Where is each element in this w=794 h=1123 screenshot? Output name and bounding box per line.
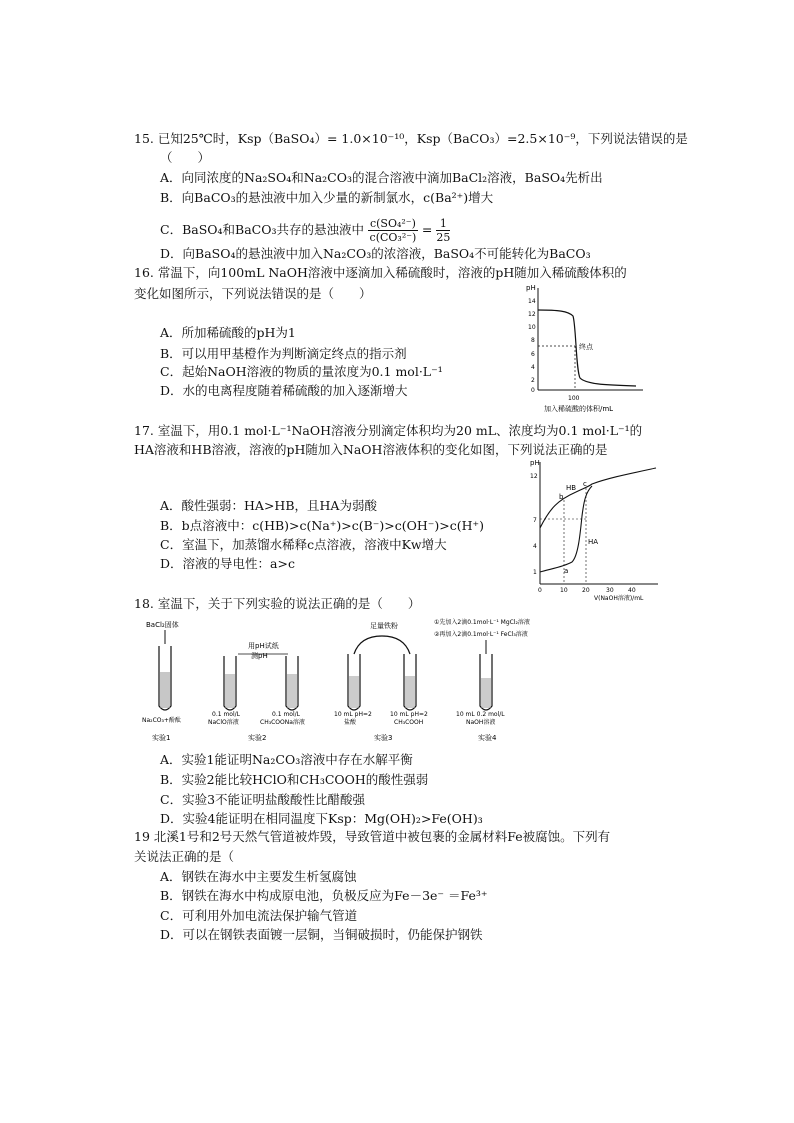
q17-titration-chart xyxy=(528,456,664,602)
q16-stem-line2: 变化如图所示，下列说法错误的是（ ） xyxy=(134,286,372,301)
q17-xlabel: V(NaOH溶液)/mL xyxy=(594,595,644,602)
exp2-left-solution xyxy=(225,674,235,708)
exp3-top-label: 足量铁粉 xyxy=(370,622,398,630)
q15-option-d: D．向BaSO₄的悬浊液中加入Na₂CO₃的浓溶液，BaSO₄不可能转化为BaCO₃ xyxy=(160,246,591,261)
q16-endpoint-label: 终点 xyxy=(579,343,593,351)
q16-ytick-14: 14 xyxy=(528,298,536,305)
q16-ytick-0: 0 xyxy=(531,387,535,394)
q16-ytick-4: 4 xyxy=(531,364,535,371)
q16-option-a: A．所加稀硫酸的pH为1 xyxy=(160,325,296,340)
exp2-left-label1: 0.1 mol/L xyxy=(212,711,240,718)
exp1-bottom-label: Na₂CO₃+酚酞 xyxy=(142,717,181,724)
q19-stem-line1: 19 北溪1号和2号天然气管道被炸毁，导致管道中被包裹的金属材料Fe被腐蚀。下列有 xyxy=(134,829,611,844)
q18-option-c: C．实验3不能证明盐酸酸性比醋酸强 xyxy=(160,792,366,807)
q15-frac-numerator: c(SO₄²⁻) xyxy=(369,217,416,230)
q15-option-c xyxy=(160,216,450,244)
q19-option-c: C．可利用外加电流法保护输气管道 xyxy=(160,908,358,923)
q16-titration-chart xyxy=(518,280,648,415)
q15-answer-paren: （ ） xyxy=(160,150,211,165)
q17-ylabel: pH xyxy=(530,459,540,467)
q17-xtick-10: 10 xyxy=(560,587,568,594)
q16-ylabel: pH xyxy=(526,284,536,292)
q16-option-c: C．起始NaOH溶液的物质的量浓度为0.1 mol·L⁻¹ xyxy=(160,364,443,379)
q17-label-ha: HA xyxy=(588,538,599,546)
q17-ytick-4: 4 xyxy=(533,543,537,550)
q17-ytick-1: 1 xyxy=(533,569,537,576)
q15-value-denominator: 25 xyxy=(436,231,451,244)
q16-ytick-2: 2 xyxy=(531,377,535,384)
q15-frac-denominator: c(CO₃²⁻) xyxy=(369,231,417,244)
q17-option-b: B．b点溶液中：c(HB)>c(Na⁺)>c(B⁻)>c(OH⁻)>c(H⁺) xyxy=(160,518,484,533)
q17-xtick-40: 40 xyxy=(628,587,636,594)
q17-label-a: a xyxy=(564,567,569,575)
exp3-right-label1: 10 mL pH=2 xyxy=(390,711,428,718)
q16-xlabel: 加入稀硫酸的体积/mL xyxy=(544,405,614,413)
q15-value-fraction xyxy=(436,217,450,244)
q16-ytick-10: 10 xyxy=(528,324,536,331)
q17-xtick-20: 20 xyxy=(582,587,590,594)
exp3-right-label2: CH₃COOH xyxy=(394,719,424,726)
exp1-name: 实验1 xyxy=(152,734,171,742)
exp4-step1: ①先加入2滴0.1mol·L⁻¹ MgCl₂溶液 xyxy=(434,619,530,626)
exp3-name: 实验3 xyxy=(374,734,393,742)
q16-ytick-12: 12 xyxy=(528,311,536,318)
q17-option-c: C．室温下，加蒸馏水稀释c点溶液，溶液中Kw增大 xyxy=(160,537,447,552)
exp2-right-label1: 0.1 mol/L xyxy=(272,711,300,718)
q15-option-c-text: C．BaSO₄和BaCO₃共存的悬浊液中 xyxy=(160,222,364,237)
exp2-top-label1: 用pH试纸 xyxy=(248,642,279,650)
q17-option-a: A．酸性强弱：HA>HB，且HA为弱酸 xyxy=(160,498,377,513)
q19-option-a: A．钢铁在海水中主要发生析氢腐蚀 xyxy=(160,869,357,884)
q17-xtick-30: 30 xyxy=(606,587,614,594)
q17-ytick-7: 7 xyxy=(533,517,537,524)
q15-option-b: B．向BaCO₃的悬浊液中加入少量的新制氯水，c(Ba²⁺)增大 xyxy=(160,190,494,205)
q19-stem-line2: 关说法正确的是（ xyxy=(134,849,235,864)
q17-ytick-12: 12 xyxy=(530,473,538,480)
exp2-name: 实验2 xyxy=(248,734,267,742)
exp3-left-label2: 盐酸 xyxy=(344,719,357,726)
q18-option-b: B．实验2能比较HClO和CH₃COOH的酸性强弱 xyxy=(160,772,429,787)
q18-option-a: A．实验1能证明Na₂CO₃溶液中存在水解平衡 xyxy=(160,752,413,767)
q19-option-d: D．可以在钢铁表面镀一层铜，当铜破损时，仍能保护钢铁 xyxy=(160,927,483,942)
q16-xtick-100: 100 xyxy=(568,395,580,402)
q17-ha-curve xyxy=(540,486,592,572)
q16-option-b: B．可以用甲基橙作为判断滴定终点的指示剂 xyxy=(160,346,407,361)
exp2-left-label2: NaClO溶液 xyxy=(208,719,239,726)
q17-stem-line2: HA溶液和HB溶液，溶液的pH随加入NaOH溶液体积的变化如图，下列说法正确的是 xyxy=(134,442,608,457)
exp3-right-solution xyxy=(405,676,415,708)
exp3-y-tube-arch xyxy=(354,636,410,654)
exp4-name: 实验4 xyxy=(478,734,497,742)
q18-experiment-figure xyxy=(138,614,658,746)
q16-option-d: D．水的电离程度随着稀硫酸的加入逐渐增大 xyxy=(160,383,408,398)
exp4-bottom-label1: 10 mL 0.2 mol/L xyxy=(456,711,505,718)
q17-stem-line1: 17. 室温下，用0.1 mol·L⁻¹NaOH溶液分别滴定体积均为20 mL、浓度均为0.1 mol·L⁻¹的 xyxy=(134,423,643,438)
exp2-right-solution xyxy=(287,674,297,708)
q15-option-a: A．向同浓度的Na₂SO₄和Na₂CO₃的混合溶液中滴加BaCl₂溶液，BaSO₄先析出 xyxy=(160,170,603,185)
exp1-solution xyxy=(160,672,170,708)
q17-label-b: b xyxy=(559,493,564,501)
exp4-step2: ②再加入2滴0.1mol·L⁻¹ FeCl₃溶液 xyxy=(434,631,528,638)
q15-stem: 15. 已知25℃时，Ksp（BaSO₄）= 1.0×10⁻¹⁰，Ksp（BaCO₃）=2.5×10⁻⁹，下列说法错误的是 xyxy=(134,131,688,146)
q18-option-d: D．实验4能证明在相同温度下Ksp：Mg(OH)₂>Fe(OH)₃ xyxy=(160,811,483,826)
exp3-left-solution xyxy=(349,676,359,708)
q17-xtick-0: 0 xyxy=(538,587,542,594)
q15-value-numerator: 1 xyxy=(436,217,450,231)
exp1-top-label: BaCl₂固体 xyxy=(146,621,179,629)
q15-frac-equals: = xyxy=(421,222,433,237)
exp4-solution xyxy=(481,678,491,708)
q18-stem: 18. 室温下，关于下列实验的说法正确的是（ ） xyxy=(134,596,421,611)
exp4-bottom-label2: NaOH溶液 xyxy=(466,719,496,726)
q19-option-b: B．钢铁在海水中构成原电池，负极反应为Fe－3e⁻ ＝Fe³⁺ xyxy=(160,888,488,903)
q17-option-d: D．溶液的导电性：a>c xyxy=(160,556,295,571)
q16-stem-line1: 16. 常温下，向100mL NaOH溶液中逐滴加入稀硫酸时，溶液的pH随加入稀硫酸体积的 xyxy=(134,265,627,280)
q15-ratio-fraction xyxy=(368,217,418,244)
q17-label-hb: HB xyxy=(566,484,577,492)
q16-ytick-6: 6 xyxy=(531,351,535,358)
exp3-left-label1: 10 mL pH=2 xyxy=(334,711,372,718)
exp2-right-label2: CH₃COONa溶液 xyxy=(260,719,305,726)
q16-ytick-8: 8 xyxy=(531,337,535,344)
q17-label-c: c xyxy=(583,480,587,488)
exp2-top-label2: 测pH xyxy=(251,652,268,660)
